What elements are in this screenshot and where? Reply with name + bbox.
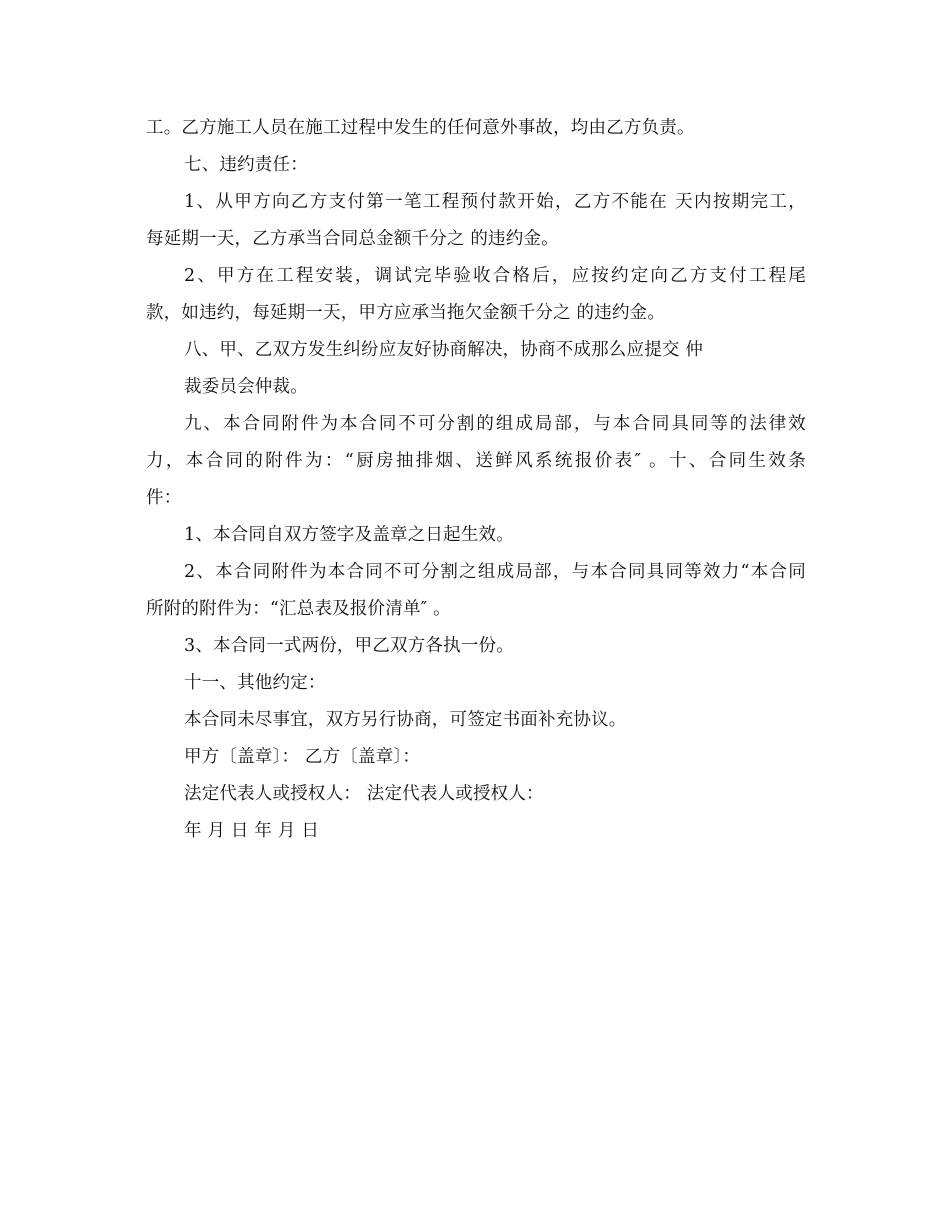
text-line: 件： (146, 488, 182, 508)
text-line: 裁委员会仲裁。 (184, 377, 308, 397)
text-line: 3、本合同一式两份，甲乙双方各执一份。 (184, 636, 514, 656)
text-line: 2、甲方在工程安装，调试完毕验收合格后，应按约定向乙方支付工程尾 (184, 266, 806, 286)
text-line: 款，如违约，每延期一天，甲方应承当拖欠金额千分之 的违约金。 (146, 303, 666, 323)
text-line: 力，本合同的附件为：“厨房抽排烟、送鲜风系统报价表″ 。十、合同生效条 (146, 451, 806, 471)
contract-body (146, 110, 806, 850)
text-line: 1、从甲方向乙方支付第一笔工程预付款开始，乙方不能在 天内按期完工， (184, 192, 806, 212)
text-line: 2、本合同附件为本合同不可分割之组成局部，与本合同具同等效力“本合同 (184, 562, 806, 582)
text-line: 九、本合同附件为本合同不可分割的组成局部，与本合同具同等的法律效 (184, 414, 806, 434)
text-line: 每延期一天，乙方承当合同总金额千分之 的违约金。 (146, 229, 559, 249)
signature-line-dates: 年 月 日 年 月 日 (184, 821, 320, 841)
text-line: 所附的附件为：“汇总表及报价清单″ 。 (146, 599, 451, 619)
signature-line-seals: 甲方〔盖章〕： 乙方〔盖章〕： (184, 747, 421, 767)
section-heading-other-agreements: 十一、其他约定： (184, 673, 326, 693)
text-line: 1、本合同自双方签字及盖章之日起生效。 (184, 525, 514, 545)
text-line: 本合同未尽事宜，双方另行协商，可签定书面补充协议。 (184, 710, 627, 730)
text-line: 八、甲、乙双方发生纠纷应友好协商解决，协商不成那么应提交 仲 (184, 340, 704, 360)
signature-line-representatives: 法定代表人或授权人： 法定代表人或授权人： (184, 784, 544, 804)
text-line: 工。乙方施工人员在施工过程中发生的任何意外事故，均由乙方负责。 (146, 118, 695, 138)
section-heading-breach-liability: 七、违约责任： (184, 155, 308, 175)
